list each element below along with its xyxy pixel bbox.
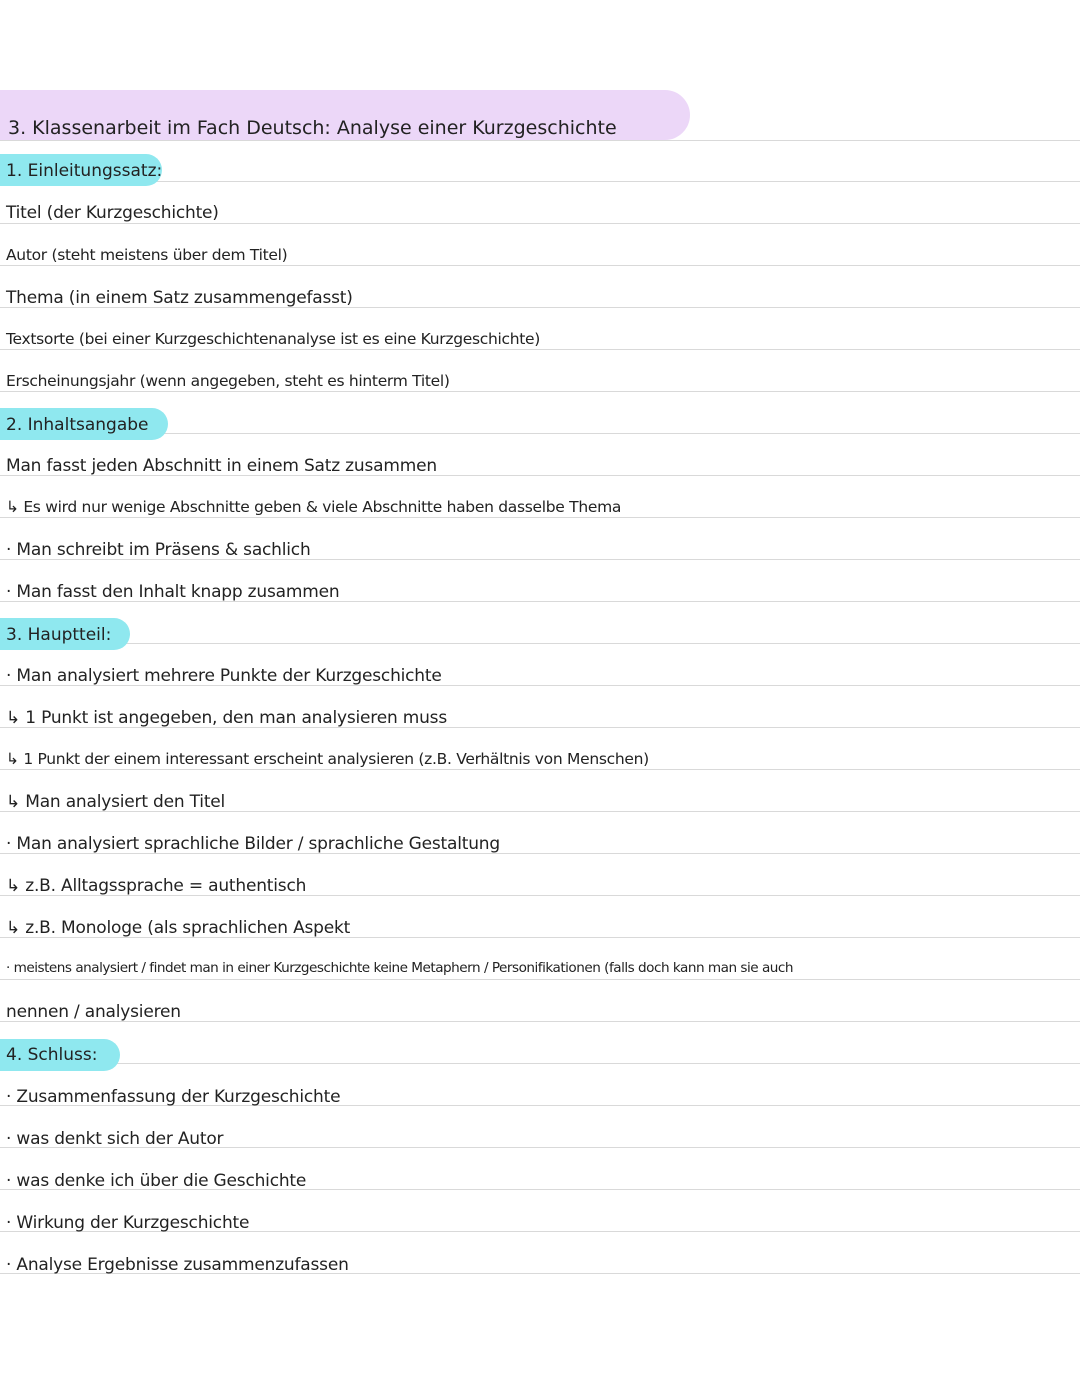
ruled-line [0, 265, 1080, 266]
note-line: · Man analysiert mehrere Punkte der Kurzgeschichte [6, 666, 442, 686]
note-line: ↳ Man analysiert den Titel [6, 792, 226, 812]
ruled-line [0, 223, 1080, 224]
page-title: 3. Klassenarbeit im Fach Deutsch: Analyse einer Kurzgeschichte [8, 117, 617, 139]
note-line: · Zusammenfassung der Kurzgeschichte [6, 1087, 341, 1107]
ruled-line [0, 769, 1080, 770]
note-line: Thema (in einem Satz zusammengefasst) [6, 288, 353, 308]
ruled-line [0, 979, 1080, 980]
section-heading-schluss: 4. Schluss: [6, 1045, 98, 1065]
section-heading-inhaltsangabe: 2. Inhaltsangabe [6, 415, 149, 435]
ruled-line [0, 643, 1080, 644]
note-line: · Man schreibt im Präsens & sachlich [6, 540, 311, 560]
ruled-line [0, 1063, 1080, 1064]
section-heading-einleitung: 1. Einleitungssatz: [6, 161, 163, 181]
note-line: ↳ Es wird nur wenige Abschnitte geben & viele Abschnitte haben dasselbe Thema [6, 498, 622, 516]
note-line: ↳ z.B. Monologe (als sprachlichen Aspekt [6, 918, 351, 938]
ruled-line [0, 517, 1080, 518]
note-line: · meistens analysiert / findet man in einer Kurzgeschichte keine Metaphern / Personifikationen (falls doch kann man sie auch [6, 960, 794, 976]
note-line: · was denke ich über die Geschichte [6, 1171, 307, 1191]
ruled-line [0, 140, 1080, 141]
ruled-line [0, 181, 1080, 182]
note-line: ↳ 1 Punkt der einem interessant erscheint analysieren (z.B. Verhältnis von Menschen) [6, 750, 649, 768]
note-line: · Man fasst den Inhalt knapp zusammen [6, 582, 340, 602]
section-heading-hauptteil: 3. Hauptteil: [6, 625, 112, 645]
note-line: Titel (der Kurzgeschichte) [6, 203, 219, 223]
note-line: Man fasst jeden Abschnitt in einem Satz zusammen [6, 456, 437, 476]
note-line: ↳ 1 Punkt ist angegeben, den man analysieren muss [6, 708, 447, 728]
note-line: · was denkt sich der Autor [6, 1129, 224, 1149]
note-line: · Man analysiert sprachliche Bilder / sprachliche Gestaltung [6, 834, 500, 854]
note-line: · Analyse Ergebnisse zusammenzufassen [6, 1255, 349, 1275]
ruled-line [0, 391, 1080, 392]
note-line: Autor (steht meistens über dem Titel) [6, 246, 288, 264]
note-line: Erscheinungsjahr (wenn angegeben, steht es hinterm Titel) [6, 372, 450, 390]
note-line: ↳ z.B. Alltagssprache = authentisch [6, 876, 307, 896]
ruled-line [0, 349, 1080, 350]
note-line: nennen / analysieren [6, 1002, 181, 1022]
note-line: Textsorte (bei einer Kurzgeschichtenanalyse ist es eine Kurzgeschichte) [6, 330, 541, 348]
note-line: · Wirkung der Kurzgeschichte [6, 1213, 250, 1233]
